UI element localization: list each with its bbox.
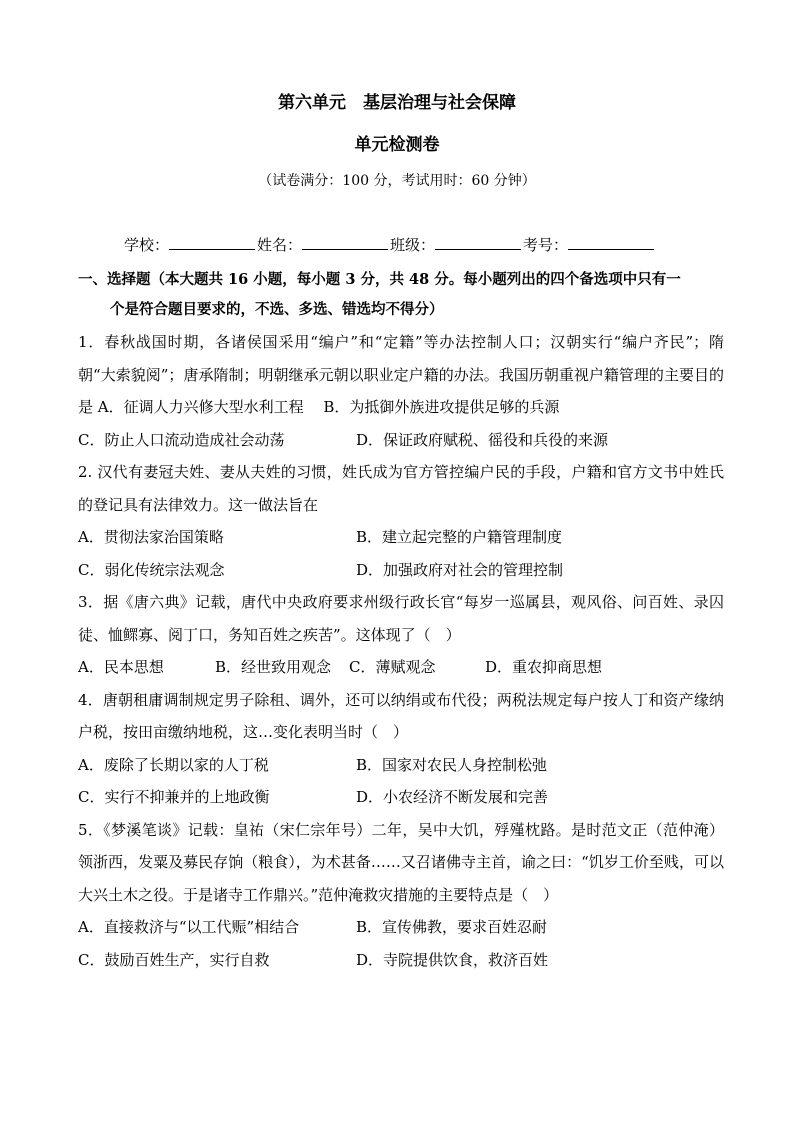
name-label: 姓名： xyxy=(257,236,303,254)
option-c[interactable]: C．实行不抑兼并的上地政衡 xyxy=(78,788,270,806)
exam-no-label: 考号： xyxy=(523,236,569,254)
option-c[interactable]: C．弱化传统宗法观念 xyxy=(78,560,225,579)
question-4-options-cd xyxy=(78,781,724,814)
option-a[interactable]: A．直接救济与“以工代赈”相结合 xyxy=(78,918,300,936)
school-blank[interactable] xyxy=(169,233,255,250)
option-b[interactable]: B．国家对农民人身控制松弛 xyxy=(356,755,548,774)
option-a[interactable]: A．废除了长期以家的人丁税 xyxy=(78,755,269,774)
question-2-options-cd xyxy=(78,554,724,587)
section-header xyxy=(78,265,738,325)
question-5-stem: 5．《梦溪笔谈》记载：皇祐（宋仁宗年号）二年，吴中大饥，殍殣枕路。是时范文正（范仲淹）领浙西，发粟及募民存饷（粮食），为术甚备……又召诸佛寺主首，谕之曰：“饥岁工价至贱，可以大兴土木之役。于是诸寺工作鼎兴。”范仲淹救灾措施的主要特点是（ ） xyxy=(78,820,724,904)
option-d[interactable]: D．重农抑商思想 xyxy=(485,658,603,676)
question-2-stem: 2. 汉代有妻冠夫姓、妻从夫姓的习惯，姓氏成为官方管控编户民的手段，户籍和官方文书中姓氏的登记具有法律效力。这一做法旨在 xyxy=(78,463,724,514)
exam-info: （试卷满分：100 分，考试用时：60 分钟） xyxy=(258,173,536,189)
option-c[interactable]: C．薄赋观念 xyxy=(349,658,436,676)
option-d[interactable]: D．加强政府对社会的管理控制 xyxy=(356,560,564,579)
class-blank[interactable] xyxy=(435,233,521,250)
option-b[interactable]: B．经世致用观念 xyxy=(215,658,332,676)
option-a[interactable]: A．民本思想 xyxy=(78,658,164,676)
question-3-stem: 3．据《唐六典》记载，唐代中央政府要求州级行政长官“每岁一巡属县，观风俗、问百姓、录囚徒、恤鳏寡、阅丁口，务知百姓之疾苦”。这体现了（ ） xyxy=(78,593,724,644)
option-a[interactable]: A．贯彻法家治国策略 xyxy=(78,528,224,546)
section-note-line1: （本大题共 16 小题，每小题 3 分，共 48 分。每小题列出的四个备选项中只有一 xyxy=(150,271,681,288)
question-4-stem: 4．唐朝租庸调制规定男子除租、调外，还可以纳绢或布代役；两税法规定每户按人丁和资产缘纳户税，按田亩缴纳地税，这…变化表明当时（ ） xyxy=(78,690,724,741)
option-d[interactable]: D．保证政府赋税、徭役和兵役的来源 xyxy=(356,430,609,449)
questions-list xyxy=(78,326,724,976)
option-c[interactable]: C．防止人口流动造成社会动荡 xyxy=(78,430,285,449)
section-note-line2: 个是符合题目要求的，不选、多选、错选均不得分） xyxy=(110,301,444,318)
option-d[interactable]: D．小农经济不断发展和完善 xyxy=(356,788,549,806)
exam-no-blank[interactable] xyxy=(568,233,654,250)
question-1-stem: 1．春秋战国时期，各诸侯国采用“编户”和“定籍”等办法控制人口；汉朝实行“编户齐民”；隋朝“大索貌阅”；唐承隋制；明朝继承元朝以职业定户籍的办法。我国历朝重视户籍管理的主要目的是 A．征调人力兴修大型水利工程 B．为抵御外族进攻提供足够的兵源 xyxy=(78,333,724,416)
question-5-options-ab xyxy=(78,911,724,944)
class-label: 班级： xyxy=(390,236,436,254)
school-label: 学校： xyxy=(124,236,170,254)
option-d[interactable]: D．寺院提供饮食，救济百姓 xyxy=(356,950,549,969)
question-5-options-cd xyxy=(78,944,724,977)
section-heading: 一、选择题 xyxy=(78,271,151,288)
page-title: 第六单元 基层治理与社会保障 xyxy=(278,93,516,113)
student-info-row xyxy=(124,233,656,255)
question-2-options-ab xyxy=(78,521,724,554)
page-subtitle: 单元检测卷 xyxy=(354,135,440,155)
question-1-options xyxy=(78,424,724,457)
option-b[interactable]: B．建立起完整的户籍管理制度 xyxy=(356,528,563,546)
question-4-options-ab xyxy=(78,749,724,782)
option-c[interactable]: C．鼓励百姓生产，实行自救 xyxy=(78,950,270,969)
option-b[interactable]: B．宣传佛教，要求百姓忍耐 xyxy=(356,918,548,936)
question-3-options xyxy=(78,651,724,684)
name-blank[interactable] xyxy=(302,233,388,250)
